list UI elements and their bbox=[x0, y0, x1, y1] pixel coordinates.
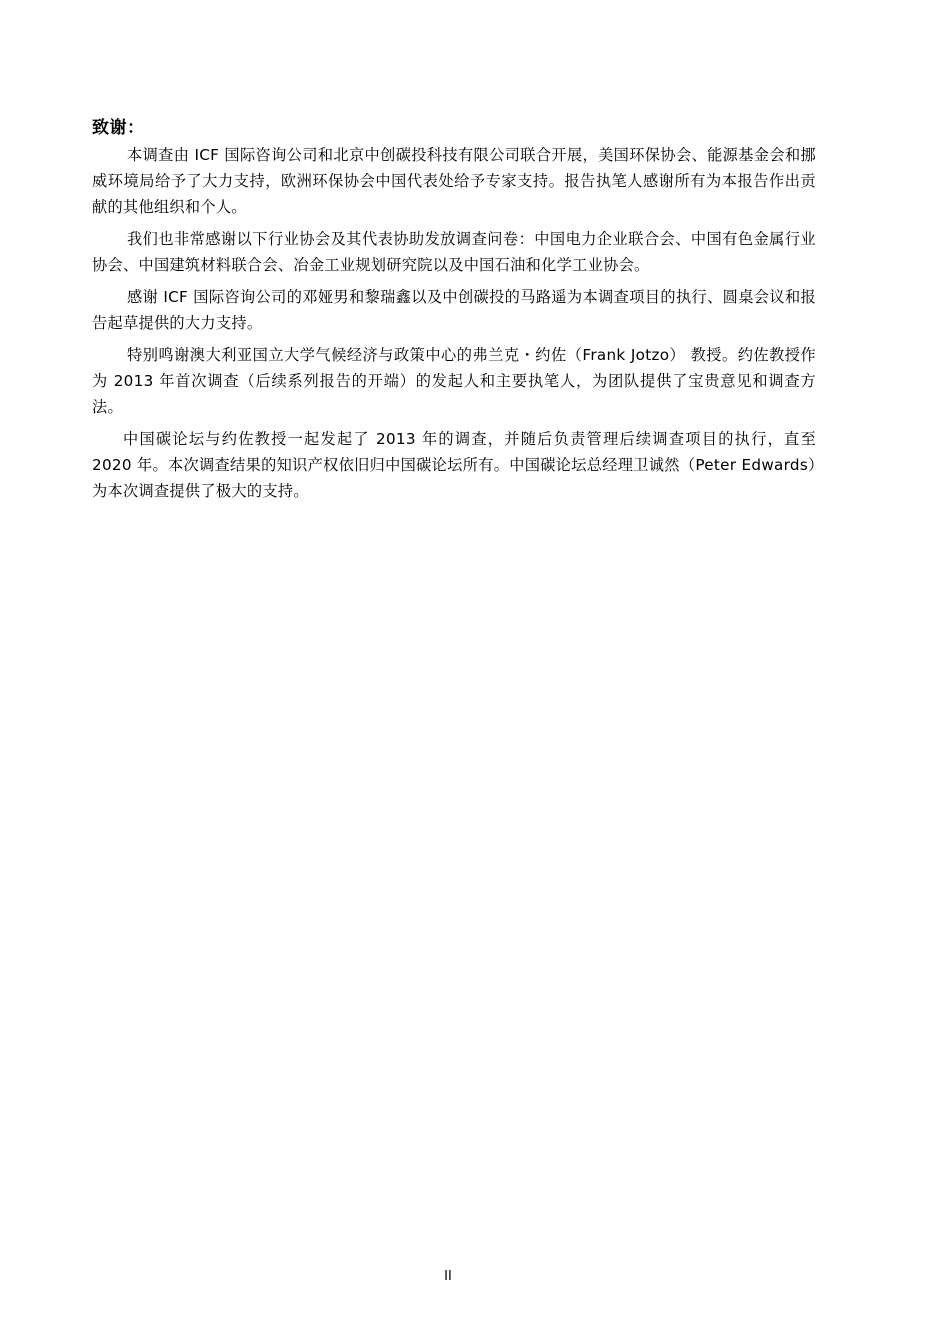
paragraph-china-carbon-forum: 中国碳论坛与约佐教授一起发起了 2013 年的调查，并随后负责管理后续调查项目的执行，直至 2020 年。本次调查结果的知识产权依旧归中国碳论坛所有。中国碳论坛总经理卫诚然（Peter Edwards）为本次调查提供了极大的支持。 bbox=[92, 430, 816, 500]
section-heading: 致谢： bbox=[92, 118, 145, 138]
paragraph-industry-associations: 我们也非常感谢以下行业协会及其代表协助发放调查问卷：中国电力企业联合会、中国有色金属行业协会、中国建筑材料联合会、冶金工业规划研究院以及中国石油和化学工业协会。 bbox=[92, 230, 816, 274]
paragraph-special-thanks: 特别鸣谢澳大利亚国立大学气候经济与政策中心的弗兰克・约佐（Frank Jotzo） 教授。约佐教授作为 2013 年首次调查（后续系列报告的开端）的发起人和主要执笔人，为团队提供了宝贵意见和调查方法。 bbox=[92, 346, 816, 416]
acknowledgements-section bbox=[92, 116, 816, 510]
paragraph-project-support: 感谢 ICF 国际咨询公司的邓娅男和黎瑞鑫以及中创碳投的马路遥为本调查项目的执行、圆桌会议和报告起草提供的大力支持。 bbox=[92, 288, 816, 332]
page-number: II bbox=[444, 1269, 452, 1284]
paragraph-sponsors: 本调查由 ICF 国际咨询公司和北京中创碳投科技有限公司联合开展，美国环保协会、能源基金会和挪威环境局给予了大力支持，欧洲环保协会中国代表处给予专家支持。报告执笔人感谢所有为本报告作出贡献的其他组织和个人。 bbox=[92, 146, 816, 216]
